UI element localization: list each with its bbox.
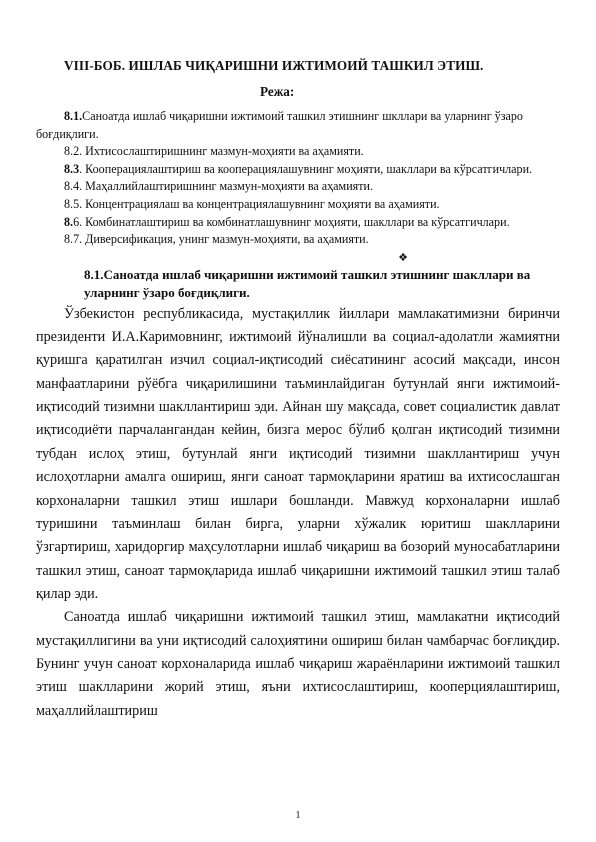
toc-item-number: 8.	[64, 214, 74, 229]
toc-item-text: Маҳаллийлаштиришнинг мазмун-моҳияти ва аҳамияти.	[82, 179, 374, 194]
toc-item-number: 8.2.	[64, 144, 83, 159]
table-of-contents	[36, 108, 560, 249]
body-text	[36, 303, 560, 723]
toc-item-number: 8.3	[64, 161, 80, 176]
toc-item-number: 8.5.	[64, 196, 83, 211]
toc-item-text: Концентрациялаш ва концентрациялашувнинг моҳияти ва аҳамияти.	[82, 196, 440, 211]
toc-item-text: . Кооперациялаштириш ва кооперациялашувнинг моҳияти, шакллари ва кўрсатгичлари.	[79, 161, 533, 176]
page-number: 1	[295, 810, 301, 821]
toc-item	[36, 143, 560, 161]
toc-item	[36, 161, 560, 179]
toc-item	[36, 231, 560, 249]
toc-item-number: 8.4.	[64, 179, 83, 194]
chapter-title: VIII-БОБ. ИШЛАБ ЧИҚАРИШНИ ИЖТИМОИЙ ТАШКИЛ ЭТИШ.	[64, 58, 484, 73]
toc-item-text: Ихтисослаштиришнинг мазмун-моҳияти ва аҳамияти.	[82, 144, 364, 159]
section-heading: 8.1.Саноатда ишлаб чиқаришни ижтимоий ташкил этишнинг шакллари ва уларнинг ўзаро боғдиқлиги.	[84, 266, 531, 300]
paragraph: Саноатда ишлаб чиқаришни ижтимоий ташкил этиш, мамлакатни иқтисодий мустақиллигини ва уни иқтисодий салоҳиятини ошириш билан чамбарчас боғлиқдир. Бунинг учун саноат корхоналарида ишлаб чиқариш жараёнларини ижтимоий ташкил этиш шаклларини жорий этиш, яъни ихтисослаштириш, кооперциялаштириш, маҳаллийлаштириш	[36, 609, 560, 719]
toc-item	[36, 214, 560, 232]
paragraph: Ўзбекистон республикасида, мустақиллик йиллари мамлакатимизни биринчи президенти И.А.Каримовнинг, ижтимоий йўналишли ва социал-адолатли жамиятни қуришга қаратилган изчил социал-иқтисодий сиёсатининг асосий мақсади, инсон манфаатларини рўёбга чиқарилишини таъминлайдиган бутунлай янги ижтимоий-иқтисодий тизимни шакллантириш эди. Айнан шу мақсада, совет социалистик давлат иқтисодиёти парчалангандан кейин, бизга мерос бўлиб қолган иқтисодий тизимни тубдан ислоҳ этиш, бутунлай янги иқтисодий тизимни шакллантириш учун ислоҳотларни амалга ошириш, янги саноат тармоқларини яратиш ва ихтисослашган корхоналарни ташкил этиш ишлари бошланди. Мавжуд корхоналарни ишлаб туришини таъминлаш билан бирга, уларни хўжалик юритиш шаклларини ўзгартириш, харидоргир маҳсулотларни ишлаб чиқариш ва бозорий муносабатларини ташкил этиш, саноат тармоқларида ишлаб чиқаришни ижтимоий ташкил этиш талаб қилар эди.	[36, 305, 560, 602]
toc-item	[36, 178, 560, 196]
toc-item	[36, 196, 560, 214]
toc-item-number: 8.1.	[64, 109, 83, 123]
diamond-divider-icon: ❖	[398, 251, 408, 264]
toc-item-text: Саноатда ишлаб чиқаришни ижтимоий ташкил этишнинг шкллари ва уларнинг ўзаро боғдиқлиги.	[36, 109, 523, 141]
toc-item-text: 6. Комбинатлаштириш ва комбинатлашувнинг моҳияти, шакллари ва кўрсатгичлари.	[73, 214, 510, 229]
document-page	[36, 58, 560, 723]
toc-item-text: Диверсификация, унинг мазмун-моҳияти, ва аҳамияти.	[82, 232, 369, 247]
plan-label: Режа:	[260, 84, 295, 99]
toc-item	[36, 108, 560, 143]
toc-item-number: 8.7.	[64, 232, 83, 247]
